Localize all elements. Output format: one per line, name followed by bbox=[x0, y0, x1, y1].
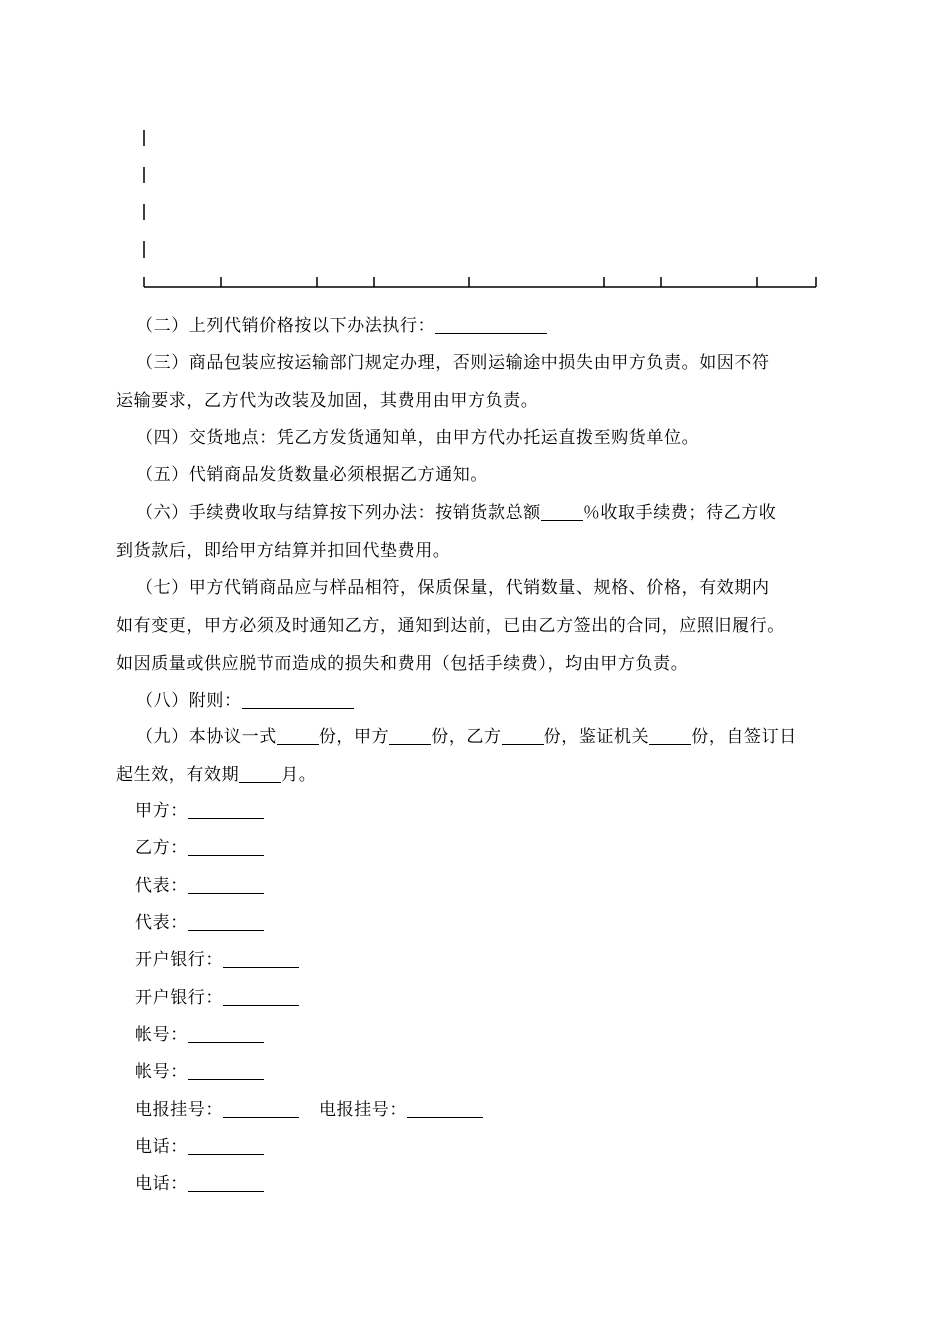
clause-8 bbox=[116, 682, 834, 720]
account-b-row bbox=[135, 1060, 264, 1084]
bank-b-blank[interactable] bbox=[223, 987, 299, 1006]
rep-b-label: 代表： bbox=[135, 913, 188, 933]
clause-9-seg-5: 份，自签订日 bbox=[691, 727, 797, 747]
rep-a-label: 代表： bbox=[135, 876, 188, 896]
clause-9-seg-2: 份，甲方 bbox=[318, 727, 390, 747]
phone-b-label: 电话： bbox=[135, 1174, 188, 1194]
clause-9-seg-4: 份，鉴证机关 bbox=[543, 727, 650, 747]
telegram-a-blank[interactable] bbox=[223, 1099, 299, 1118]
phone-a-row bbox=[135, 1135, 264, 1159]
clause-6 bbox=[116, 494, 834, 570]
account-a-label: 帐号： bbox=[135, 1025, 188, 1045]
telegram-b-blank[interactable] bbox=[407, 1099, 483, 1118]
clause-8-text: （八）附则： bbox=[136, 691, 242, 711]
clause-7-line-1: （七）甲方代销商品应与样品相符，保质保量，代销数量、规格、价格，有效期内 bbox=[136, 578, 770, 598]
clause-5-text: （五）代销商品发货数量必须根据乙方通知。 bbox=[136, 465, 488, 485]
copies-total-blank[interactable] bbox=[277, 726, 319, 745]
party-a-label: 甲方： bbox=[135, 801, 188, 821]
validity-months-blank[interactable] bbox=[239, 764, 281, 783]
party-a-blank[interactable] bbox=[188, 800, 264, 819]
fee-percent-blank[interactable] bbox=[541, 502, 583, 521]
bank-b-label: 开户银行： bbox=[135, 988, 223, 1008]
clause-9-line-2b: 月。 bbox=[281, 765, 317, 785]
phone-a-label: 电话： bbox=[135, 1137, 188, 1157]
clause-3-line-2: 运输要求，乙方代为改装及加固，其费用由甲方负责。 bbox=[116, 391, 539, 411]
clause-3-line-1: （三）商品包装应按运输部门规定办理，否则运输途中损失由甲方负责。如因不符 bbox=[136, 353, 770, 373]
appendix-blank[interactable] bbox=[242, 690, 354, 709]
copies-party-b-blank[interactable] bbox=[502, 726, 544, 745]
rep-a-blank[interactable] bbox=[188, 875, 264, 894]
account-b-blank[interactable] bbox=[188, 1061, 264, 1080]
clause-4 bbox=[116, 419, 834, 457]
party-b-label: 乙方： bbox=[135, 838, 188, 858]
clause-9-line-2a: 起生效，有效期 bbox=[116, 765, 240, 785]
clause-3 bbox=[116, 344, 834, 420]
copies-party-a-blank[interactable] bbox=[389, 726, 431, 745]
party-b-row bbox=[135, 836, 264, 860]
copies-authority-blank[interactable] bbox=[649, 726, 691, 745]
account-a-row bbox=[135, 1023, 264, 1047]
phone-b-row bbox=[135, 1172, 264, 1196]
bank-a-row bbox=[135, 948, 299, 972]
clause-2 bbox=[116, 307, 834, 345]
clause-7-line-3: 如因质量或供应脱节而造成的损失和费用（包括手续费），均由甲方负责。 bbox=[116, 654, 689, 674]
clause-7 bbox=[116, 569, 834, 683]
party-b-blank[interactable] bbox=[188, 837, 264, 856]
bank-a-blank[interactable] bbox=[223, 949, 299, 968]
telegram-row bbox=[135, 1098, 483, 1122]
clause-7-line-2: 如有变更，甲方必须及时通知乙方，通知到达前，已由乙方签出的合同，应照旧履行。 bbox=[116, 616, 785, 636]
clause-5 bbox=[116, 456, 834, 494]
account-a-blank[interactable] bbox=[188, 1024, 264, 1043]
table-remnant bbox=[0, 0, 950, 300]
rep-b-row bbox=[135, 911, 264, 935]
party-a-row bbox=[135, 799, 264, 823]
bank-a-label: 开户银行： bbox=[135, 950, 223, 970]
clause-6-line-1b: ％收取手续费；待乙方收 bbox=[582, 503, 777, 523]
rep-a-row bbox=[135, 874, 264, 898]
telegram-b-label: 电报挂号： bbox=[319, 1100, 407, 1120]
phone-b-blank[interactable] bbox=[188, 1173, 264, 1192]
clause-9-seg-1: （九）本协议一式 bbox=[136, 727, 277, 747]
table-column-ticks bbox=[144, 277, 816, 287]
bank-b-row bbox=[135, 986, 299, 1010]
clause-4-text: （四）交货地点：凭乙方发货通知单，由甲方代办托运直拨至购货单位。 bbox=[136, 428, 700, 448]
account-b-label: 帐号： bbox=[135, 1062, 188, 1082]
clause-9 bbox=[116, 718, 834, 794]
phone-a-blank[interactable] bbox=[188, 1136, 264, 1155]
price-method-blank[interactable] bbox=[435, 315, 547, 334]
clause-2-text: （二）上列代销价格按以下办法执行： bbox=[136, 316, 436, 336]
clause-6-line-2: 到货款后，即给甲方结算并扣回代垫费用。 bbox=[116, 541, 451, 561]
clause-9-seg-3: 份，乙方 bbox=[431, 727, 502, 747]
telegram-a-label: 电报挂号： bbox=[135, 1100, 223, 1120]
rep-b-blank[interactable] bbox=[188, 912, 264, 931]
clause-6-line-1a: （六）手续费收取与结算按下列办法：按销货款总额 bbox=[136, 503, 541, 523]
